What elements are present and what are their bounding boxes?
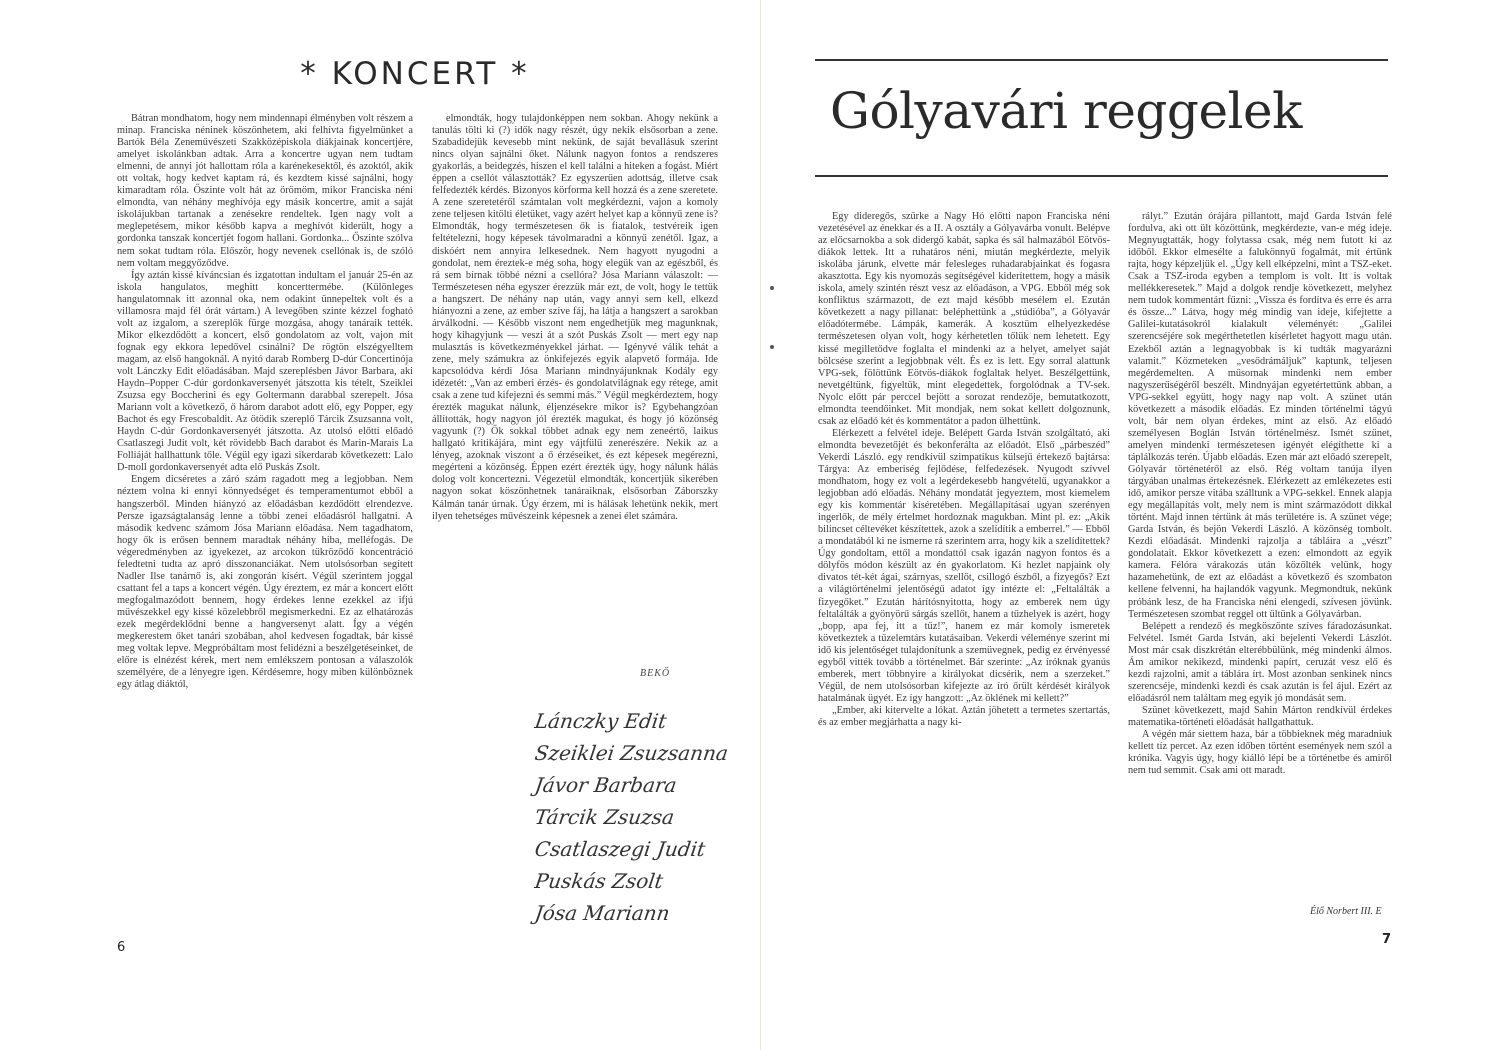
signature: Lánczky Edit — [533, 709, 669, 733]
signature-list — [535, 705, 735, 929]
signature: Jávor Barbara — [533, 773, 679, 797]
koncert-column-1 — [117, 113, 413, 918]
signature: Csatlaszegi Judit — [533, 837, 707, 861]
page-number-left: 6 — [117, 940, 126, 955]
signature: Puskás Zsolt — [533, 869, 665, 893]
golyavari-title: Gólyavári reggelek — [830, 82, 1302, 140]
paragraph: Engem dicséretes a záró szám ragadott meg a legjobban. Nem néztem volna ki ennyi könnyedséget és temperamentumot ebből a hangszerből. Minden hiányzó az előadásban kezdődött elrendezve. Persze igazságtalanság lenne a többi zenei előadásról hallgatni. A második kedvenc számom Jósa Mariann előadása. Nem tagadhatom, hogy ők is erősen bennem maradtak néhány hiba, melléfogás. De végeredményben az igyekezet, az arcokon tükröződő koncentráció feledtetni tudta az apró disszonanciákat. Nem utolsósorban segített Nadler Ilse tanárnő is, aki zongorán kísért. Végül szerintem joggal csattant fel a taps a koncert végén. Úgy éreztem, ez már a koncert előtt megfogalmazódott bennem, hogy érdekes lenne ezekkel az ifjú művészekkel egy kissé közelebbről megismerkedni. Ez az elhatározás ezek megérdeklődni benne a hangversenyt alatt. Így a végén megkerestem őket tanári szobában, ahol kedvesen fogadtak, bár kissé meg voltak lepve. Megpróbáltam most felidézni a beszélgetéseinket, de előre is elnézést kérek, mert nem emlékszem pontosan a válaszolók személyére, de a lényegre igen. Kérdésemre, hogy miben különböznek egy átlag diáktól, — [117, 474, 413, 691]
paragraph: Egy dideregős, szürke a Nagy Hó előtti napon Franciska néni vezetésével az énekkar és a II. A osztály a Gólyavárba vonult. Belépve az előcsarnokba a sok didergő kabát, sapka és sál halmazából Eötvös-diákok lettek. Itt a ruhatáros néni, miután megkérdezte, melyik iskolába járunk, elvette már felesleges ruhadarabjainkat és fogasra akasztotta. Egy kis nyomozás segítségével kiderítettem, hogy a másik iskola, amely szintén részt vesz az előadáson, a VPG. Ebből még sok konfliktus származott, de ezt majd később mesélem el. Ezután következett a nagy pillanat: beléphettünk a „stúdióba”, a Gólyavár előadótermébe. Lámpák, kamerák. A kosztüm elhelyezkedése természetesen olyan volt, hogy kérhetetlen tőlük nem lehetett. Egy kissé megilletődve foglalta el mindenki az a helyet, amelyet saját bölcsése szerint a legjobbnak vélt. És ez is lett. Egy sorral alattunk VPG-sek, fölöttünk Eötvös-diákok foglaltak helyet. Beszélgettünk, nevetgéltünk, figyeltük, mint elegedettek, forgolódnak a TV-sek. Nyolc előtt pár perccel bejött a sorozat rendezője, bemutatkozott, elmondta teendőinket. Mit mondjak, nem sokat kellett dolgoznunk, csak az előadó két és kommentátor a padon ülhettünk. — [818, 211, 1110, 427]
signature: Tárcik Zsuzsa — [533, 805, 676, 829]
paragraph: Belépett a rendező és megköszönte szíves fáradozásunkat. Felvétel. Ismét Garda István, aki bejelenti Vekerdi Lászlót. Most már csak diszkrétán elterébbülünk, még mindenki álmos. Ám amikor nekikezd, mindenki papírt, ceruzát vesz elő és kezdi rajzolni, amit a táblára írt. Most azonban senkinek nincs szerencséje, mindenki kezdi és csak azután is fel ájul. Ezért az előadásról nem találtam meg egyik jó mondását sem. — [1128, 620, 1392, 704]
koncert-column-2 — [432, 113, 718, 673]
title-rule-bottom — [815, 175, 1388, 177]
paragraph: elmondták, hogy tulajdonképpen nem sokban. Ahogy nekünk a tanulás tölti ki (?) idők nagy részét, úgy nekik elsősorban a zene. Szabadidejük kevesebb mint nekünk, de saját bevallásuk szerint nincs olyan sajnálni őket. Nálunk nagyon fontos a rendszeres gyakorlás, a beidegzés, hiszen el kell találni a hiteken a fogást. Miért éppen a csellót választották? Ez egyszerűen adottság, illetve csak felfedezték kérdés. Bizonyos körforma kell hozzá és a zene szeretete. A zene szeretetéről számtalan volt megkérdezni, vajon a komoly zene teljesen kitölti életüket, vagy azért helyet kap a könnyű zene is? Elmondták, hogy természetesen ők is fiatalok, testvéreik igen feltételezni, hogy képesek távolmaradni a könnyű zenétől. Igaz, a diskóért nem annyira lelkesednek. Nem hagyott nyugodni a gondolat, nem éreztek-e még soha, hogy elegük van az egészből, és rá sem bírnak többé nézni a csellóra? Jósa Mariann válaszolt: — Természetesen néha egyszer érezzük már ezt, de volt, hogy le tettük a hangszert. De néhány nap után, vagy annyi sem kell, elkezd hiányozni a zene, az ember szíve fáj, ha látja a hangszert a sarokban árválkodni. — Később viszont nem engedhetjük meg magunknak, hogy kihagyjunk — veszi át a szót Puskás Zsolt — mert egy nap mulasztás is következményekkel járhat. — Igényvé válik tehát a zene, mely számukra az önkifejezés egyik alapvető formája. Ide kapcsolódva kérdi Jósa Mariann mindnyájunknak Kodály egy idézetét: „Van az emberi érzés- és gondolatvilágnak egy rétege, amit csak a zene tud kifejezni és semmi más.” Végül megkérdeztem, hogy érezték magukat nálunk, éljenzésekre mikor is? Egybehangzóan állították, hogy nagyon jól érezték magukat, és hogy jó közönség vagyunk (?) Ők sokkal többet adnak egy nem zeneértő, laikus hallgató kritikájára, mint egy vájtfülű zenerészére. Nekik az a lényeg, azoknak viszont a ő érzéseiket, és ezt képesek megérezni, megérteni a közönség. Éppen ezért érezték úgy, hogy nálunk hálás dolog volt koncertezni. Végezetül elmondták, koncertjük sikerében nagyon sokat köszönhetnek tanáraiknak, elsősorban Záborszky Kálmán tanár úrnak. Úgy érzem, mi is hálásak lehetünk nekik, mert ilyen tehetséges művészeink képesnek a zenei élet számára. — [432, 113, 718, 522]
paragraph: Elérkezett a felvétel ideje. Belépett Garda István szolgáltató, aki elmondta bevezetőjét és bekonferálta az előadót. Első „párbeszéd” Vekerdi László. egy rendkívül szimpatikus külsejű értekező bajtársa: Tárgya: Az emberiség fejlődése, felfedezések. Nyugodt szívvel mondhatom, hogy ez volt a legérdekesebb hangvételű, ugyanakkor a legjobban adó előadás. Néhány mondatát jegyeztem, most kiemelem egy kis kommentár kíséretében. Megállapításai ugyan szerényen ingerlők, de mély értelmet hordoznak magukban. Mint pl. ez: „Akik bilincset céltevéket készítettek, azok a szelídítik a emberrel.” — Ebből a mondatából ki ne ismerne rá szerintem arra, hogy kik a szelídítettek? Úgy gondoltam, ettől a mondattól csak igazán nagyon fontos és a dölyfös módon készült az én gyakorlatom. Ki hezlet napjaink oly divatos tét-két ágai, szárnyas, szellőt, csillogó észből, a fizyegős? Ezt a világtörténelmi jelentőségű adatot így intézte el: „Feltalálták a fizyegőket.” Ezután hárítósnyitotta, hogy az emberek nem úgy feltalálták a gyönyörű sárgás szellőt, hanem a tűzhelyek is azért, hogy „bopp, apa fej, itt a tűz!”, hanem ez már komoly ismeretek következtek a tűzelemtárs kutatásaiban. Vekerdi véleménye szerint mi idő kis jelentőséget tulajdonítunk a szemüvegnek, pedig ez érvényessé egyből vitték tovább a történelmet. Bár szerinte: „Az íróknak gyanús emberek, mert többnyire a királyokat dicsérik, nem a szerzeket.” Végül, de nem utolsósorban kifejezte az író őrült kérdését királyok hatalmának ügyét. Ez így hangzott: „Az öklének mi kellett?” — [818, 427, 1110, 704]
paragraph: Szünet következett, majd Sahin Márton rendkívül érdekes matematika-történeti előadását hallgathattuk. — [1128, 704, 1392, 728]
paragraph: A végén már siettem haza, bár a többieknek még maradniuk kellett tíz percet. Az ezen időben történt események nem szól a krónika. Vagyis úgy, hogy kiálló lépi be a történetbe és amiről nem tud semmit. Csak ami ott maradt. — [1128, 729, 1392, 777]
paragraph: Így aztán kissé kíváncsian és izgatottan indultam el január 25-én az iskola hangulatos, meghitt koncerttermébe. (Különleges hangulatomnak itt azonnal oka, nem odakint ünnepeltek volt és a villamosra majd fél órát vártam.) A levegőben szinte kézzel fogható volt az izgalom, a szereplők fürge mozgása, ahogy tanáraik tették. Mikor elkezdődött a koncert, első gondolatom az volt, vajon mit fognak egy ekkora lepedővel csinálni? De rögtön elszégyelltem magam, az első hangoknál. A nyitó darab Romberg D-dúr Concertinója volt Lánczky Edit előadásában. Majd szereplésben Jávor Barbara, aki Haydn–Popper C-dúr gordonkaversenyét játszotta kis tételt, Szeiklei Zsuzsa egy Boccherini és egy Goltermann darabbal szerepelt. Jósa Mariann volt a következő, ő három darabot adott elő, egy Popper, egy Bachot és egy Frescobaldit. Az ötödik szereplő Tárcik Zsuzsanna volt, Haydn C-dúr Gordonkaversenyét játszotta. Az utolsó előtti előadó Csatlaszegi Judit volt, két rövidebb Bach darabot és Marin-Marais La Folliáját hallhattunk tőle. Végül egy igazi sikerdarab következett: Lalo D-moll gordonkaversenyét adta elő Puskás Zsolt. — [117, 269, 413, 474]
golyavari-column-2 — [1128, 211, 1392, 883]
page-number-right: 7 — [1382, 932, 1392, 947]
koncert-byline: BEKŐ — [640, 668, 671, 679]
paragraph: Bátran mondhatom, hogy nem mindennapi élményben volt részem a minap. Franciska néninek köszönhetem, aki felhívta figyelmünket a Bartók Béla Zeneművészeti Szakközépiskola diákjainak koncertjére, amelyet iskolánkban adtak. Arra a koncertre ugyan nem tudtam elmenni, de annyi jót hallottam róla a karénekesektől, és azoktól, akik ott voltak, hogy kedvet kaptam rá, és kezdtem kissé sajnálni, hogy kimaradtam róla. Őszinte volt hát az örömöm, mikor Franciska néni elmondta, van néhány meghívója egy másik koncertre, amit a saját iskolájukban tartanak a zenésekre rendeltek. Igen nagy volt a meglepetésem, mikor később kapva a meghívót kiderült, hogy a gordonka tanszak koncertjét fogom hallani. Gordonka... Őszinte szólva nem sokat tudtam róla. Először, hogy nevenek csellónak is, de szóló nem voltam meggyőződve. — [117, 113, 413, 269]
title-rule-top — [815, 59, 1388, 61]
paragraph: „Ember, aki kitervelte a lókat. Aztán jöhetett a termetes szertartás, és az ember megjárhatta a nagy ki- — [818, 704, 1110, 728]
signature: Jósa Mariann — [533, 901, 672, 925]
koncert-title: * KONCERT * — [300, 56, 530, 92]
paragraph: rályt.” Ezután órájára pillantott, majd Garda István felé fordulva, aki ott ült közöttünk, megkérdezte, van-e még ideje. Megnyugtatták, hogy folytassa csak, még nem futott ki az időből. Ekkor elmesélte a falukönnyű fogalmát, mit értünk rajta, hogy képzeljük el. „Úgy kell elképzelni, mint a TSZ-eket. Csak a TSZ-iroda egyben a templom is volt. Itt is voltak mellékkeresetek.” Majd a dolgok rendje következett, melyhez nem tudok kommentárt fűzni: „Vissza és fordítva és erre és arra és össze...” Látva, hogy még mindig van ideje, kifejtette a Galilei-kutatásokról kialakult véleményét: „Galilei szerencséjére sok megérthetetlen kísérletet hagyott magu után. Ezekből aztán a legnagyobbak is ki tudták magyarázni valamit.” Közmeteken „vesődrámáljuk” kaptunk, teljesen megérdemelten. A műsornak mindenki nem ember nagyszerűségéről beszélt. Mindnyájan egyetértettünk abban, a VPG-sekkel együtt, hogy nagy nap volt. A szünet után következett a második előadás. Ez minden történelmi tágyú volt, bár nem olyan érdekes, mint az első. Az előadó személyesen Boglán István történelmész. Ismét szünet, amelyen mindenki természetesen igényét elégíthette ki a táplálkozás terén. Újabb előadás. Ezen már azt előadó szerepelt, Gólyavár történetéről az első. Rég voltam tanúja ilyen tárgyában unalmas értekezésnek. Elérkezett az emlékezetes esti idő, amikor persze vitába szálltunk a VPG-sekkel. Ennek alapja egy megállapítás volt, mely nem is mint származódott dikkal történt. Majd innen tértünk át más területére is. A szünet vége; Garda István, és bejön Vekerdi László. A közönség tombolt. Kezdi előadását. Mindenki rajzolja a tábláira a „vészt” gondolatait. Ekkor következett a ezen: elmondott az egyik kamera. Félóra várakozás után közölték velünk, hogy hazamehetünk, de ezt az előadást a következő és szombaton kellene felvenni, ha hajlandók vagyunk. Megmondtuk, nekünk próbánk lesz, de ha Franciska néni elengedi, szívesen jövünk. Természetesen szombat reggel ott ültünk a Gólyavárban. — [1128, 211, 1392, 620]
golyavari-author: Élő Norbert III. E — [1310, 906, 1382, 917]
golyavari-column-1 — [818, 211, 1110, 924]
signature: Szeiklei Zsuzsanna — [533, 741, 730, 765]
